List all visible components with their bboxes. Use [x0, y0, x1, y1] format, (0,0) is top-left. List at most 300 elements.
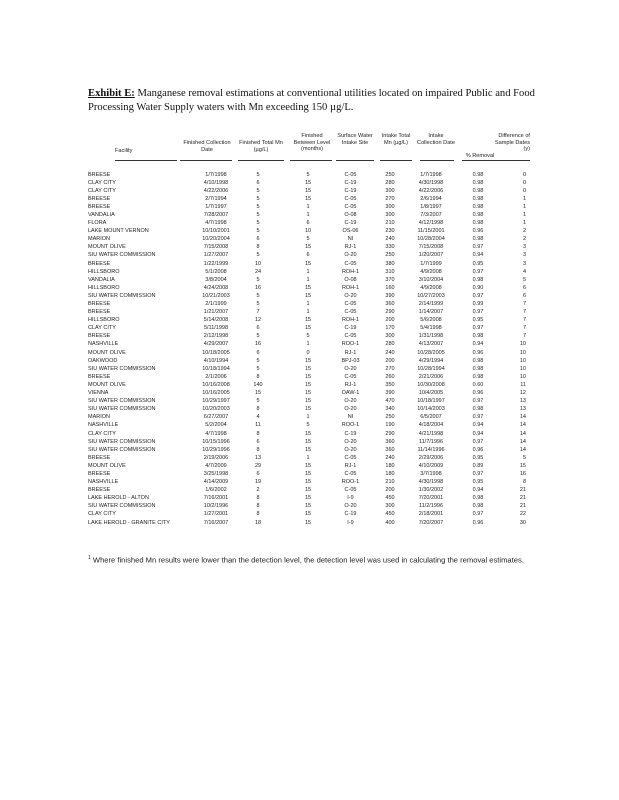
- facility-cell: BREESE: [88, 454, 111, 461]
- removal-cell: 0.97: [472, 511, 484, 518]
- finished-mn-cell: 6: [256, 179, 260, 186]
- level-cell: 15: [304, 373, 312, 380]
- finished-date-cell: 4/7/1998: [205, 430, 227, 437]
- level-cell: 15: [304, 284, 312, 291]
- finished-mn-cell: 16: [254, 284, 262, 291]
- difference-cell: 14: [519, 430, 526, 437]
- level-cell: 15: [304, 260, 312, 267]
- header-underline: [498, 160, 530, 161]
- facility-cell: BREESE: [88, 301, 111, 307]
- finished-date-cell: 7/16/2007: [203, 519, 229, 526]
- level-cell: 15: [304, 398, 312, 405]
- intake-date-cell: 4/10/2009: [418, 462, 444, 469]
- intake-date-cell: 2/14/1999: [418, 301, 444, 307]
- removal-cell: 0.96: [472, 390, 484, 397]
- intake-mn-cell: 290: [385, 430, 395, 437]
- facility-cell: HILLSBORO: [88, 317, 120, 324]
- finished-mn-cell: 5: [256, 276, 260, 283]
- source-cell: RJ-1: [344, 462, 357, 469]
- intake-mn-cell: 450: [385, 511, 395, 518]
- finished-date-cell: 7/28/2007: [203, 211, 229, 218]
- difference-cell: 7: [522, 317, 526, 324]
- facility-cell: BREESE: [88, 203, 111, 210]
- table-row: [88, 284, 528, 292]
- header-underline: [380, 160, 412, 161]
- finished-mn-cell: 140: [253, 381, 263, 388]
- removal-cell: 0.98: [472, 236, 484, 243]
- intake-date-cell: 7/3/2007: [420, 211, 442, 218]
- source-cell: O-20: [344, 398, 357, 405]
- header-source: Surface Water Intake Site: [337, 133, 373, 146]
- facility-cell: CLAY CITY: [88, 511, 116, 518]
- table-row: [88, 519, 528, 527]
- level-cell: 15: [304, 446, 312, 453]
- finished-mn-cell: 8: [256, 446, 260, 453]
- intake-mn-cell: 390: [385, 390, 395, 397]
- facility-cell: SIU WATER COMMISSION: [88, 365, 156, 372]
- table-row: [88, 219, 528, 227]
- level-cell: 15: [304, 438, 312, 445]
- intake-mn-cell: 250: [385, 171, 395, 178]
- table-row: [88, 389, 528, 397]
- intake-date-cell: 2/18/2001: [418, 511, 444, 518]
- finished-mn-cell: 29: [254, 462, 262, 469]
- intake-date-cell: 1/31/1998: [418, 333, 444, 340]
- facility-cell: NASHVILLE: [88, 479, 119, 486]
- level-cell: 1: [306, 268, 310, 275]
- facility-cell: NASHVILLE: [88, 422, 119, 429]
- removal-cell: 0.98: [472, 211, 484, 218]
- difference-cell: 0: [522, 171, 526, 178]
- source-cell: C-19: [344, 430, 357, 437]
- facility-cell: MOUNT OLIVE: [88, 462, 126, 469]
- difference-cell: 14: [519, 446, 526, 453]
- table-row: [88, 454, 528, 462]
- finished-date-cell: 5/1/2008: [205, 268, 227, 275]
- table-row: [88, 365, 528, 373]
- intake-mn-cell: 370: [385, 276, 395, 283]
- difference-cell: 21: [519, 495, 526, 502]
- facility-cell: BREESE: [88, 260, 111, 267]
- source-cell: C-05: [344, 333, 357, 340]
- table-row: [88, 470, 528, 478]
- finished-mn-cell: 8: [256, 503, 260, 510]
- intake-mn-cell: 360: [385, 446, 395, 453]
- facility-cell: BREESE: [88, 487, 111, 494]
- finished-date-cell: 10/16/2005: [202, 390, 230, 397]
- finished-mn-cell: 5: [256, 398, 260, 405]
- removal-cell: 0.95: [472, 454, 484, 461]
- finished-date-cell: 2/1/2006: [205, 373, 227, 380]
- level-cell: 15: [304, 187, 312, 194]
- source-cell: I-9: [347, 495, 354, 502]
- facility-cell: BREESE: [88, 373, 111, 380]
- intake-date-cell: 10/28/1994: [417, 365, 445, 372]
- intake-date-cell: 11/15/2001: [417, 228, 445, 235]
- table-row: [88, 195, 528, 203]
- header-facility: Facility: [115, 148, 133, 154]
- source-cell: O-20: [344, 503, 357, 510]
- intake-date-cell: 5/4/1998: [420, 325, 442, 332]
- source-cell: C-05: [344, 373, 357, 380]
- facility-cell: HILLSBORO: [88, 268, 120, 275]
- intake-mn-cell: 350: [385, 381, 395, 388]
- finished-date-cell: 7/16/2001: [203, 495, 229, 502]
- table-row: [88, 276, 528, 284]
- finished-date-cell: 4/10/1998: [203, 179, 229, 186]
- level-cell: 1: [306, 454, 310, 461]
- intake-mn-cell: 470: [385, 398, 395, 405]
- intake-mn-cell: 300: [385, 333, 395, 340]
- facility-cell: VIENNA: [88, 390, 109, 397]
- source-cell: C-05: [344, 260, 357, 267]
- difference-cell: 14: [519, 422, 526, 429]
- table-row: [88, 251, 528, 259]
- level-cell: 6: [306, 252, 310, 259]
- finished-mn-cell: 18: [254, 519, 262, 526]
- level-cell: 15: [304, 406, 312, 413]
- intake-mn-cell: 200: [385, 317, 395, 324]
- table-row: [88, 486, 528, 494]
- header-underline: [290, 160, 332, 161]
- finished-date-cell: 5/11/1998: [203, 325, 229, 332]
- source-cell: C-05: [344, 171, 357, 178]
- difference-cell: 4: [522, 268, 526, 275]
- finished-date-cell: 4/14/2009: [203, 479, 229, 486]
- removal-cell: 0.98: [472, 373, 484, 380]
- removal-cell: 0.97: [472, 309, 484, 316]
- header-finished-mn: Finished Total Mn (µg/L): [239, 140, 283, 153]
- intake-date-cell: 2/29/2006: [418, 454, 444, 461]
- level-cell: 15: [304, 519, 312, 526]
- finished-mn-cell: 8: [256, 511, 260, 518]
- intake-date-cell: 4/30/1998: [418, 479, 444, 486]
- finished-date-cell: 1/22/1999: [203, 260, 229, 267]
- intake-date-cell: 11/2/1996: [418, 503, 444, 510]
- difference-cell: 22: [519, 511, 526, 518]
- intake-date-cell: 1/7/1999: [420, 260, 442, 267]
- source-cell: O-20: [344, 446, 357, 453]
- intake-mn-cell: 190: [385, 422, 395, 429]
- finished-date-cell: 4/24/2008: [203, 284, 229, 291]
- table-row: [88, 187, 528, 195]
- removal-cell: 0.94: [472, 487, 484, 494]
- removal-cell: 0.89: [472, 462, 484, 469]
- table-row: [88, 235, 528, 243]
- source-cell: O-20: [344, 406, 357, 413]
- table-row: [88, 430, 528, 438]
- intake-mn-cell: 390: [385, 292, 395, 299]
- facility-cell: OAKWOOD: [88, 357, 118, 364]
- table-row: [88, 179, 528, 187]
- finished-mn-cell: 5: [256, 357, 260, 364]
- table-row: [88, 405, 528, 413]
- facility-cell: BREESE: [88, 470, 111, 477]
- table-row: [88, 462, 528, 470]
- finished-mn-cell: 5: [256, 228, 260, 235]
- source-cell: C-05: [344, 301, 357, 307]
- intake-mn-cell: 250: [385, 414, 395, 421]
- facility-cell: MOUNT OLIVE: [88, 349, 126, 356]
- intake-mn-cell: 200: [385, 357, 395, 364]
- table-row: [88, 300, 528, 308]
- finished-mn-cell: 8: [256, 373, 260, 380]
- intake-mn-cell: 170: [385, 325, 395, 332]
- finished-date-cell: 3/8/2004: [205, 276, 227, 283]
- facility-cell: LAKE HEROLD - GRANITE CITY: [88, 519, 170, 526]
- finished-mn-cell: 6: [256, 325, 260, 332]
- source-cell: C-19: [344, 179, 357, 186]
- difference-cell: 11: [520, 381, 526, 388]
- removal-cell: 0.98: [472, 365, 484, 372]
- intake-mn-cell: 450: [385, 495, 395, 502]
- finished-mn-cell: 16: [254, 341, 262, 348]
- intake-date-cell: 1/30/2002: [418, 487, 444, 494]
- difference-cell: 6: [522, 292, 526, 299]
- source-cell: C-19: [344, 220, 357, 227]
- facility-cell: BREESE: [88, 195, 111, 202]
- intake-date-cell: 10/4/2005: [418, 390, 444, 397]
- difference-cell: 21: [519, 487, 526, 494]
- finished-mn-cell: 6: [256, 236, 260, 243]
- source-cell: ROH-1: [341, 268, 360, 275]
- removal-cell: 0.98: [472, 187, 484, 194]
- finished-date-cell: 1/7/1997: [205, 203, 227, 210]
- removal-cell: 0.98: [472, 220, 484, 227]
- source-cell: NI: [347, 414, 354, 421]
- exhibit-label: Exhibit E:: [88, 88, 135, 99]
- finished-mn-cell: 19: [254, 479, 262, 486]
- source-cell: C-05: [344, 195, 357, 202]
- finished-mn-cell: 5: [256, 171, 260, 178]
- finished-date-cell: 1/27/2007: [203, 252, 229, 259]
- finished-mn-cell: 5: [256, 211, 260, 218]
- finished-date-cell: 4/10/1994: [203, 357, 229, 364]
- level-cell: 6: [306, 220, 310, 227]
- intake-mn-cell: 300: [385, 203, 395, 210]
- finished-date-cell: 10/21/2003: [202, 292, 230, 299]
- footnote-text: Where finished Mn results were lower than the detection level, the detection level was used in calculating the removal estimates.: [92, 555, 524, 565]
- finished-date-cell: 10/15/1996: [202, 438, 230, 445]
- finished-mn-cell: 5: [256, 252, 260, 259]
- table-row: [88, 438, 528, 446]
- removal-cell: 0.96: [472, 519, 484, 526]
- difference-cell: 2: [522, 236, 526, 243]
- removal-cell: 0.95: [472, 317, 484, 324]
- level-cell: 15: [304, 495, 312, 502]
- removal-cell: 0.97: [472, 398, 484, 405]
- level-cell: 15: [304, 244, 312, 251]
- level-cell: 15: [304, 179, 312, 186]
- intake-mn-cell: 360: [385, 438, 395, 445]
- intake-date-cell: 10/28/2004: [417, 236, 445, 243]
- removal-cell: 0.98: [472, 406, 484, 413]
- facility-cell: SIU WATER COMMISSION: [88, 292, 156, 299]
- finished-date-cell: 10/20/2003: [202, 406, 230, 413]
- removal-cell: 0.97: [472, 325, 484, 332]
- removal-cell: 0.98: [472, 179, 484, 186]
- difference-cell: 7: [522, 333, 526, 340]
- finished-mn-cell: 6: [256, 438, 260, 445]
- source-cell: C-05: [344, 470, 357, 477]
- intake-date-cell: 10/27/2003: [417, 292, 445, 299]
- facility-cell: CLAY CITY: [88, 187, 116, 194]
- facility-cell: LAKE MOUNT VERNON: [88, 228, 149, 235]
- removal-cell: 0.97: [472, 438, 484, 445]
- finished-mn-cell: 8: [256, 430, 260, 437]
- removal-cell: 0.98: [472, 171, 484, 178]
- level-cell: 15: [304, 292, 312, 299]
- finished-mn-cell: 5: [256, 333, 260, 340]
- facility-cell: SIU WATER COMMISSION: [88, 252, 156, 259]
- difference-cell: 14: [519, 414, 526, 421]
- removal-cell: 0.97: [472, 268, 484, 275]
- facility-cell: CLAY CITY: [88, 325, 116, 332]
- source-cell: RJ-1: [344, 244, 357, 251]
- difference-cell: 16: [519, 470, 526, 477]
- source-cell: C-05: [344, 487, 357, 494]
- table-row: [88, 357, 528, 365]
- source-cell: O-20: [344, 292, 357, 299]
- finished-date-cell: 2/19/2006: [203, 454, 229, 461]
- level-cell: 15: [304, 357, 312, 364]
- table-row: [88, 446, 528, 454]
- level-cell: 5: [306, 236, 310, 243]
- facility-cell: MOUNT OLIVE: [88, 381, 126, 388]
- removal-cell: 0.98: [472, 276, 484, 283]
- finished-date-cell: 10/20/2004: [202, 236, 230, 243]
- intake-mn-cell: 330: [385, 244, 395, 251]
- difference-cell: 15: [519, 462, 526, 469]
- intake-date-cell: 10/30/2008: [417, 381, 445, 388]
- difference-cell: 10: [519, 357, 526, 364]
- table-row: [88, 510, 528, 518]
- difference-cell: 1: [522, 211, 526, 218]
- table-row: [88, 227, 528, 235]
- intake-date-cell: 7/20/2001: [418, 495, 444, 502]
- difference-cell: 8: [522, 479, 526, 486]
- finished-date-cell: 1/21/2007: [203, 309, 229, 316]
- intake-mn-cell: 250: [385, 252, 395, 259]
- source-cell: NI: [347, 236, 354, 243]
- source-cell: C-19: [344, 187, 357, 194]
- removal-cell: 0.97: [472, 414, 484, 421]
- source-cell: ROO-1: [341, 479, 360, 486]
- finished-date-cell: 2/12/1998: [203, 333, 229, 340]
- finished-date-cell: 6/27/2007: [203, 414, 229, 421]
- finished-date-cell: 10/16/2008: [202, 381, 230, 388]
- intake-date-cell: 4/12/1998: [418, 220, 444, 227]
- source-cell: RJ-1: [344, 349, 357, 356]
- removal-cell: 0.96: [472, 228, 484, 235]
- intake-mn-cell: 380: [385, 260, 395, 267]
- header-difference: Difference of Sample Dates (y): [494, 133, 530, 153]
- header-underline: [180, 160, 232, 161]
- difference-cell: 10: [519, 365, 526, 372]
- finished-mn-cell: 8: [256, 406, 260, 413]
- finished-date-cell: 1/7/1998: [205, 171, 227, 178]
- finished-date-cell: 2/1/1999: [205, 301, 227, 307]
- level-cell: 15: [304, 317, 312, 324]
- removal-cell: 0.97: [472, 470, 484, 477]
- difference-cell: 13: [519, 406, 526, 413]
- facility-cell: SIU WATER COMMISSION: [88, 406, 156, 413]
- facility-cell: SIU WATER COMMISSION: [88, 438, 156, 445]
- finished-mn-cell: 5: [256, 301, 260, 307]
- table-row: [88, 292, 528, 300]
- intake-date-cell: 1/14/2007: [418, 309, 444, 316]
- source-cell: C-19: [344, 511, 357, 518]
- finished-mn-cell: 15: [254, 390, 262, 397]
- facility-cell: CLAY CITY: [88, 179, 116, 186]
- table-row: [88, 494, 528, 502]
- facility-cell: MARION: [88, 236, 110, 243]
- source-cell: ROO-1: [341, 422, 360, 429]
- source-cell: O-20: [344, 365, 357, 372]
- finished-mn-cell: 24: [254, 268, 262, 275]
- difference-cell: 14: [519, 438, 526, 445]
- intake-date-cell: 1/20/2007: [418, 252, 444, 259]
- finished-date-cell: 5/2/2004: [205, 422, 227, 429]
- source-cell: OS-06: [342, 228, 359, 235]
- finished-mn-cell: 10: [254, 260, 262, 267]
- level-cell: 5: [306, 422, 310, 429]
- intake-date-cell: 2/21/2006: [418, 373, 444, 380]
- difference-cell: 5: [522, 454, 526, 461]
- difference-cell: 3: [522, 260, 526, 267]
- intake-mn-cell: 360: [385, 301, 395, 307]
- intake-mn-cell: 210: [385, 479, 395, 486]
- finished-mn-cell: 2: [256, 487, 260, 494]
- intake-date-cell: 4/13/2007: [418, 341, 444, 348]
- difference-cell: 13: [519, 398, 526, 405]
- facility-cell: VANDALIA: [88, 211, 115, 218]
- difference-cell: 2: [522, 228, 526, 235]
- header-levels: Finished Between Level (months): [293, 133, 331, 153]
- facility-cell: VANDALIA: [88, 276, 115, 283]
- intake-date-cell: 3/7/1998: [420, 470, 442, 477]
- intake-date-cell: 2/6/1994: [420, 195, 442, 202]
- removal-cell: 0.94: [472, 422, 484, 429]
- level-cell: 15: [304, 430, 312, 437]
- source-cell: C-05: [344, 309, 357, 316]
- level-cell: 1: [306, 301, 310, 307]
- intake-mn-cell: 290: [385, 309, 395, 316]
- difference-cell: 5: [522, 276, 526, 283]
- header-underline: [115, 160, 177, 161]
- finished-mn-cell: 11: [255, 422, 261, 429]
- removal-cell: 0.96: [472, 446, 484, 453]
- difference-cell: 1: [522, 203, 526, 210]
- level-cell: 15: [304, 462, 312, 469]
- intake-mn-cell: 180: [385, 462, 395, 469]
- intake-mn-cell: 270: [385, 365, 395, 372]
- table-row: [88, 340, 528, 348]
- source-cell: C-05: [344, 203, 357, 210]
- difference-cell: 1: [522, 220, 526, 227]
- finished-date-cell: 3/25/1998: [203, 470, 229, 477]
- intake-date-cell: 4/30/1998: [418, 179, 444, 186]
- intake-date-cell: 7/20/2007: [418, 519, 444, 526]
- facility-cell: BREESE: [88, 309, 111, 316]
- intake-mn-cell: 400: [385, 519, 395, 526]
- level-cell: 1: [306, 341, 310, 348]
- intake-date-cell: 4/21/1998: [418, 430, 444, 437]
- intake-mn-cell: 280: [385, 179, 395, 186]
- intake-mn-cell: 240: [385, 236, 395, 243]
- source-cell: O-20: [344, 252, 357, 259]
- difference-cell: 7: [522, 309, 526, 316]
